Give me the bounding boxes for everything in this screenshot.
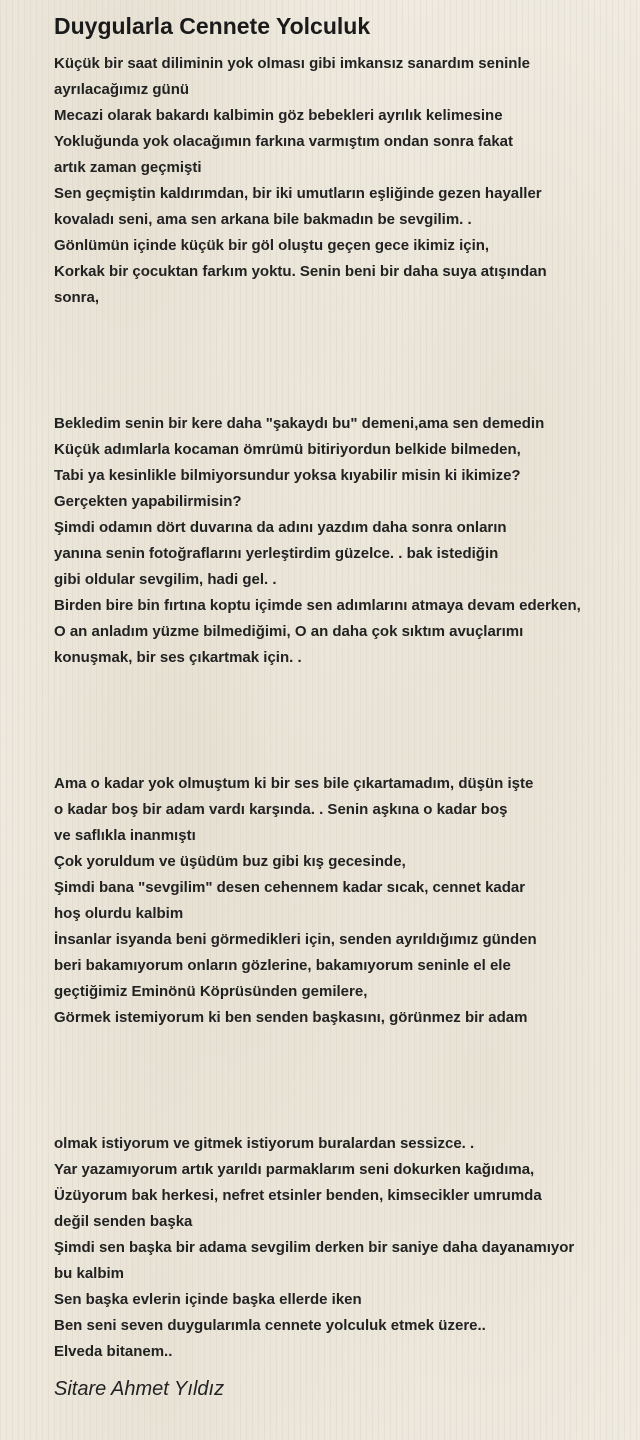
poem-stanza-2	[54, 411, 634, 671]
poem-title: Duygularla Cennete Yolculuk	[54, 13, 371, 39]
poem-line: Bekledim senin bir kere daha "şakaydı bu" demeni,ama sen demedin	[54, 415, 545, 432]
poem-line: ayrılacağımız günü	[54, 81, 190, 98]
poem-stanza-4	[54, 1131, 634, 1365]
poem-line: ve saflıkla inanmıştı	[54, 827, 196, 844]
poem-line: Mecazi olarak bakardı kalbimin göz bebekleri ayrılık kelimesine	[54, 107, 503, 124]
poem-line: Gerçekten yapabilirmisin?	[54, 493, 242, 510]
poem-line: gibi oldular sevgilim, hadi gel. .	[54, 571, 277, 588]
poem-line: İnsanlar isyanda beni görmedikleri için, senden ayrıldığımız günden	[54, 931, 537, 948]
poem-line: konuşmak, bir ses çıkartmak için. .	[54, 649, 302, 666]
poem-line: beri bakamıyorum onların gözlerine, bakamıyorum seninle el ele	[54, 957, 511, 974]
poem-line: Üzüyorum bak herkesi, nefret etsinler benden, kimsecikler umrumda	[54, 1187, 542, 1204]
poem-line: Birden bire bin fırtına koptu içimde sen adımlarını atmaya devam ederken,	[54, 597, 581, 614]
poem-line: Çok yoruldum ve üşüdüm buz gibi kış gecesinde,	[54, 853, 406, 870]
poem-author: Sitare Ahmet Yıldız	[54, 1378, 225, 1400]
poem-line: Tabi ya kesinlikle bilmiyorsundur yoksa kıyabilir misin ki ikimize?	[54, 467, 521, 484]
poem-line: Şimdi odamın dört duvarına da adını yazdım daha sonra onların	[54, 519, 507, 536]
poem-line: olmak istiyorum ve gitmek istiyorum buralardan sessizce. .	[54, 1135, 475, 1152]
poem-line: Sen başka evlerin içinde başka ellerde iken	[54, 1291, 362, 1308]
poem-line: Gönlümün içinde küçük bir göl oluştu geçen gece ikimiz için,	[54, 237, 490, 254]
poem-line: bu kalbim	[54, 1265, 125, 1282]
poem-line: değil senden başka	[54, 1213, 193, 1230]
poem-stanza-1	[54, 51, 634, 311]
poem-line: yanına senin fotoğraflarını yerleştirdim güzelce. . bak istediğin	[54, 545, 499, 562]
poem-line: Sen geçmiştin kaldırımdan, bir iki umutların eşliğinde gezen hayaller	[54, 185, 542, 202]
poem-line: o kadar boş bir adam vardı karşında. . Senin aşkına o kadar boş	[54, 801, 508, 818]
poem-line: Şimdi sen başka bir adama sevgilim derken bir saniye daha dayanamıyor	[54, 1239, 575, 1256]
poem-line: Görmek istemiyorum ki ben senden başkasını, görünmez bir adam	[54, 1009, 528, 1026]
poem-line: Yar yazamıyorum artık yarıldı parmaklarım seni dokurken kağıdıma,	[54, 1161, 535, 1178]
poem-line: artık zaman geçmişti	[54, 159, 202, 176]
poem-line: Elveda bitanem..	[54, 1343, 173, 1360]
poem-line: Yokluğunda yok olacağımın farkına varmıştım ondan sonra fakat	[54, 133, 514, 150]
poem-line: Ben seni seven duygularımla cennete yolculuk etmek üzere..	[54, 1317, 486, 1334]
poem-line: Korkak bir çocuktan farkım yoktu. Senin beni bir daha suya atışından	[54, 263, 547, 280]
poem-line: geçtiğimiz Eminönü Köprüsünden gemilere,	[54, 983, 368, 1000]
poem-line: hoş olurdu kalbim	[54, 905, 184, 922]
poem-line: kovaladı seni, ama sen arkana bile bakmadın be sevgilim. .	[54, 211, 472, 228]
poem-stanza-3	[54, 771, 634, 1031]
poem-line: O an anladım yüzme bilmediğimi, O an daha çok sıktım avuçlarımı	[54, 623, 524, 640]
poem-line: Şimdi bana "sevgilim" desen cehennem kadar sıcak, cennet kadar	[54, 879, 526, 896]
poem-line: sonra,	[54, 289, 100, 306]
poem-line: Ama o kadar yok olmuştum ki bir ses bile çıkartamadım, düşün işte	[54, 775, 534, 792]
poem-line: Küçük bir saat diliminin yok olması gibi imkansız sanardım seninle	[54, 55, 530, 72]
poem-line: Küçük adımlarla kocaman ömrümü bitiriyordun belkide bilmeden,	[54, 441, 521, 458]
